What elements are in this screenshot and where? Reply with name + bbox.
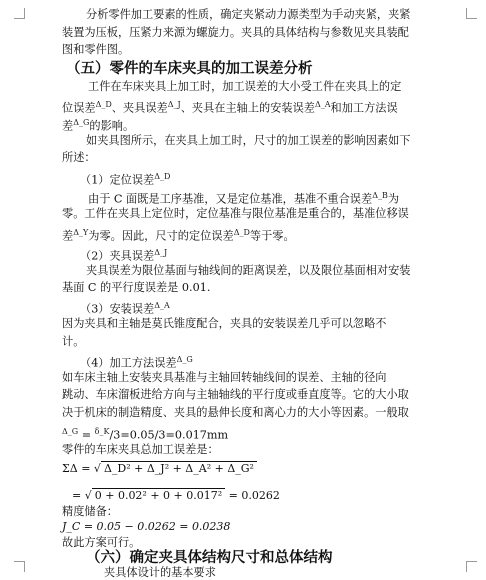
- paragraph-line: 如夹具图所示，在夹具上加工时，尺寸的加工误差的影响因素如下: [86, 134, 411, 147]
- paragraph-line: 位误差$^{\Delta\_D}$、夹具误差$^{\Delta\_J}$、夹具在主轴上的安装误差$^{\Delta\_A}$和加工方法误: [62, 100, 398, 115]
- paragraph-line: 装置为压板，压紧力来源为螺旋力。夹具的具体结构与参数见夹具装配: [62, 26, 409, 39]
- section-heading-5: （五）零件的车床夹具的加工误差分析: [66, 60, 313, 77]
- paragraph-line: 基面 C 的平行度误差是 0.01.: [62, 281, 211, 294]
- paragraph-line: 精度储备：: [62, 505, 118, 518]
- paragraph-line: 差$^{\Delta\_Y}$为零。因此，尺寸的定位误差$^{\Delta\_D}$等于零。: [62, 228, 295, 243]
- paragraph-line: 图和零件图。: [62, 43, 130, 56]
- paragraph-line: 因为夹具和主轴是莫氏锥度配合，夹具的安装误差几乎可以忽略不: [62, 317, 387, 330]
- paragraph-line: 工件在车床夹具上加工时，加工误差的大小受工件在夹具上的定: [88, 80, 402, 93]
- formula-total-error: ΣΔ = √ Δ_D² + Δ_J² + Δ_A² + Δ_G²: [62, 461, 486, 476]
- formula-accuracy-reserve: J_C = 0.05 − 0.0262 = 0.0238: [62, 520, 231, 533]
- paragraph-line: 夹具体设计的基本要求: [104, 566, 216, 579]
- paragraph-line: 夹具误差为限位基面与轴线间的距离误差，以及限位基面相对安装: [86, 264, 411, 277]
- subheading-method-error: （4）加工方法误差$^{\Delta\_G}$: [80, 355, 193, 370]
- paragraph-line: $^{\Delta\_G}$ = $^{\delta\_K}$/3=0.05/3=0.017mm: [62, 427, 229, 442]
- formula-total-error-value: = √ 0 + 0.02² + 0 + 0.017² = 0.0262: [72, 489, 280, 502]
- page-corner-marker-bottom-left: [14, 561, 25, 572]
- subheading-fixture-error: （2）夹具误差$^{\Delta\_J}$: [80, 248, 168, 263]
- paragraph-line: 故此方案可行。: [62, 536, 141, 549]
- paragraph-line: 零件的车床夹具总加工误差是：: [62, 443, 219, 456]
- section-heading-6: （六）确定夹具体结构尺寸和总体结构: [86, 549, 333, 566]
- paragraph-line: 跳动、车床溜板进给方向与主轴轴线的平行度或垂直度等。它的大小取: [62, 388, 409, 401]
- paragraph-line: 零。工件在夹具上定位时，定位基准与限位基准是重合的，基准位移误: [62, 207, 409, 220]
- paragraph-line: 由于 C 面既是工序基准，又是定位基准，基准不重合误差$^{\Delta\_B}$为: [88, 191, 400, 206]
- paragraph-line: 如车床主轴上安装夹具基准与主轴回转轴线间的误差、主轴的径向: [62, 371, 387, 384]
- paragraph-line: 差$^{\Delta\_G}$的影响。: [62, 118, 135, 133]
- subheading-positioning-error: （1）定位误差$^{\Delta\_D}$: [80, 172, 171, 187]
- paragraph-line: 分析零件加工要素的性质，确定夹紧动力源类型为手动夹紧，夹紧: [86, 8, 411, 21]
- subheading-installation-error: （3）安装误差$^{\Delta\_A}$: [80, 301, 170, 316]
- paragraph-line: 决于机床的制造精度、夹具的悬伸长度和离心力的大小等因素。一般取: [62, 406, 409, 419]
- paragraph-line: 计。: [62, 335, 85, 348]
- paragraph-line: 所述：: [62, 151, 96, 164]
- page-corner-marker-top-left: [14, 8, 25, 19]
